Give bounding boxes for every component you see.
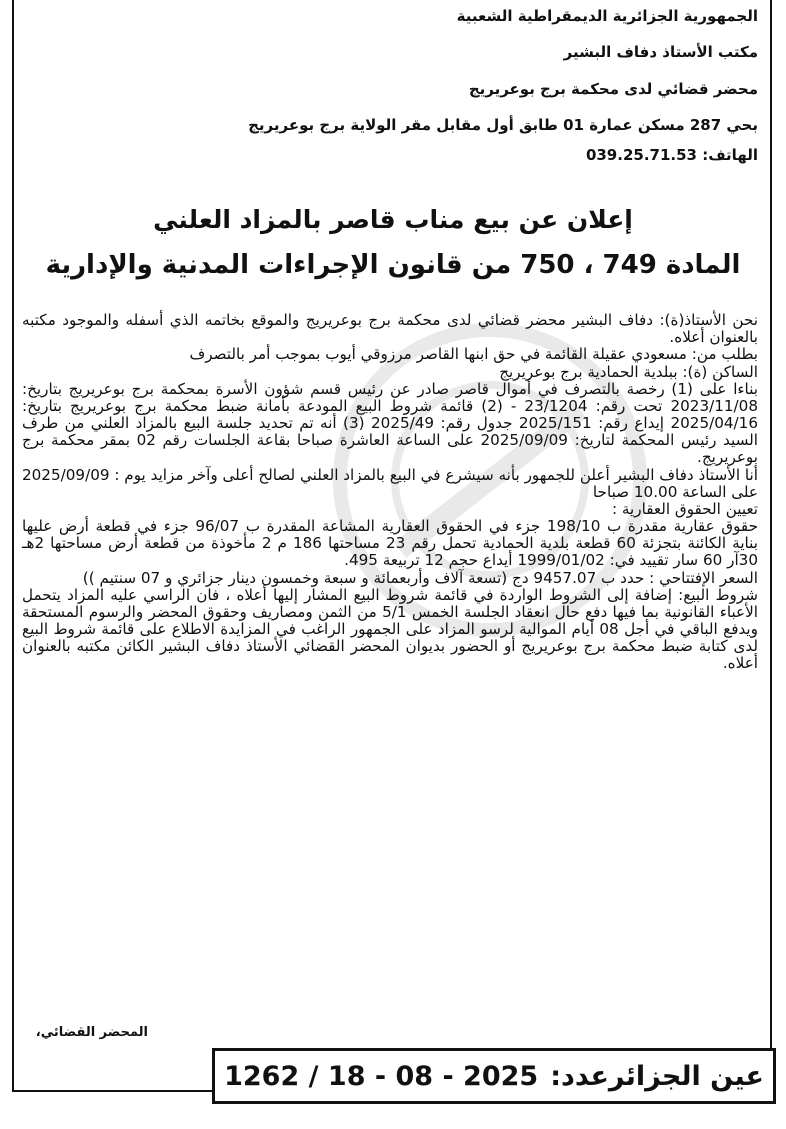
republic-line: الجمهورية الجزائرية الديمقراطية الشعبية [456, 7, 758, 25]
newspaper-name: عين الجزائرعدد: [550, 1060, 764, 1092]
body-paragraph: تعيين الحقوق العقارية : [611, 499, 758, 518]
notice-title: إعلان عن بيع مناب قاصر بالمزاد العلني [153, 205, 633, 234]
court-line: محضر قضائي لدى محكمة برج بوعريريج [468, 79, 758, 98]
signer-label: المحضر القضائي، [35, 1025, 148, 1040]
body-paragraph: نحن الأستاذ(ة): دفاف البشير محضر قضائي لدى محكمة برج بوعريريج والموقع بخاتمه الذي أسفله والموجود مكتبه بالعنوان أعلاه. [22, 311, 758, 347]
body-paragraph: بطلب من: مسعودي عقيلة القائمة في حق ابنها القاصر مرزوقي أيوب بموجب أمر بالتصرف [189, 345, 758, 364]
issue-number-date: 1262 / 18 - 08 - 2025 [224, 1060, 539, 1092]
newspaper-footer [212, 1048, 776, 1104]
body-paragraph: شروط البيع: إضافة إلى الشروط الواردة في قائمة شروط البيع المشار إليها أعلاه ، فان الراسي عليه المزاد يتحمل الأعباء القانونية بما فيها دفع حال انعقاد الجلسة الخمس 5/1 من الثمن ومصاريف وحقوق المحضر والرسوم المستحقة ويدفع الباقي في أجل 08 أيام الموالية لرسو المزاد على الجمهور الراغب في المزايدة الاطلاع على قائمة شروط البيع لدى كتابة ضبط محكمة برج بوعريريج أو الحضور بديوان المحضر القضائي الأستاذ دفاف البشير الكائن مكتبه بالعنوان أعلاه. [22, 585, 758, 673]
body-paragraph: حقوق عقارية مقدرة ب 198/10 جزء في الحقوق العقارية المشاعة المقدرة ب 96/07 جزء في قطعة أرض عليها بناية الكائنة بتجزئة 60 قطعة بلدية الحمادية تحمل رقم 23 مساحتها 186 م 2 مأخوذة من قطعة أرض مساحتها 2هـ 30آر 60 سار تقييد في: 1999/01/02 أيداع حجم 12 تربيعة 495. [22, 517, 758, 570]
body-paragraph: السعر الإفتتاحي : حدد ب 9457.07 دج (تسعة آلاف وأربعمائة و سبعة وخمسون دينار جزائري و 07 سنتيم )) [82, 568, 758, 587]
header-block [18, 4, 758, 165]
address-line: بحي 287 مسكن عمارة 01 طابق أول مقابل مقر الولاية برج بوعريريج [248, 115, 758, 134]
phone-line: الهاتف: 039.25.71.53 [585, 146, 758, 164]
body-paragraph: أنا الأستاذ دفاف البشير أعلن للجمهور بأنه سيشرع في البيع بالمزاد العلني لصالح أعلى وآخر مزايد يوم : 2025/09/09 على الساعة 10.00 صباحا [21, 465, 758, 501]
notice-body [22, 312, 758, 673]
body-paragraph: الساكن (ة): ببلدية الحمادية برج بوعريريج [499, 362, 758, 381]
body-paragraph: بناءا على (1) رخصة بالتصرف في أموال قاصر صادر عن رئيس قسم شؤون الأسرة بمحكمة برج بوعريريج بتاريخ: 2023/11/08 تحت رقم: 23/1204 - (2) قائمة شروط البيع المودعة بأمانة ضبط محكمة برج بوعريريج بتاريخ: 2025/04/16 إيداع رقم: 2025/151 جدول رقم: 2025/49 (3) أنه تم تحديد جلسة البيع بالمزاد العلني من طرف السيد رئيس المحكمة لتاريخ: 2025/09/09 على الساعة العاشرة صباحا بقاعة الجلسات رقم 02 بمقر محكمة برج بوعريريج. [22, 379, 759, 467]
article-title: المادة 749 ، 750 من قانون الإجراءات المدنية والإدارية [45, 250, 741, 280]
office-line: مكتب الأستاذ دفاف البشير [563, 43, 758, 62]
